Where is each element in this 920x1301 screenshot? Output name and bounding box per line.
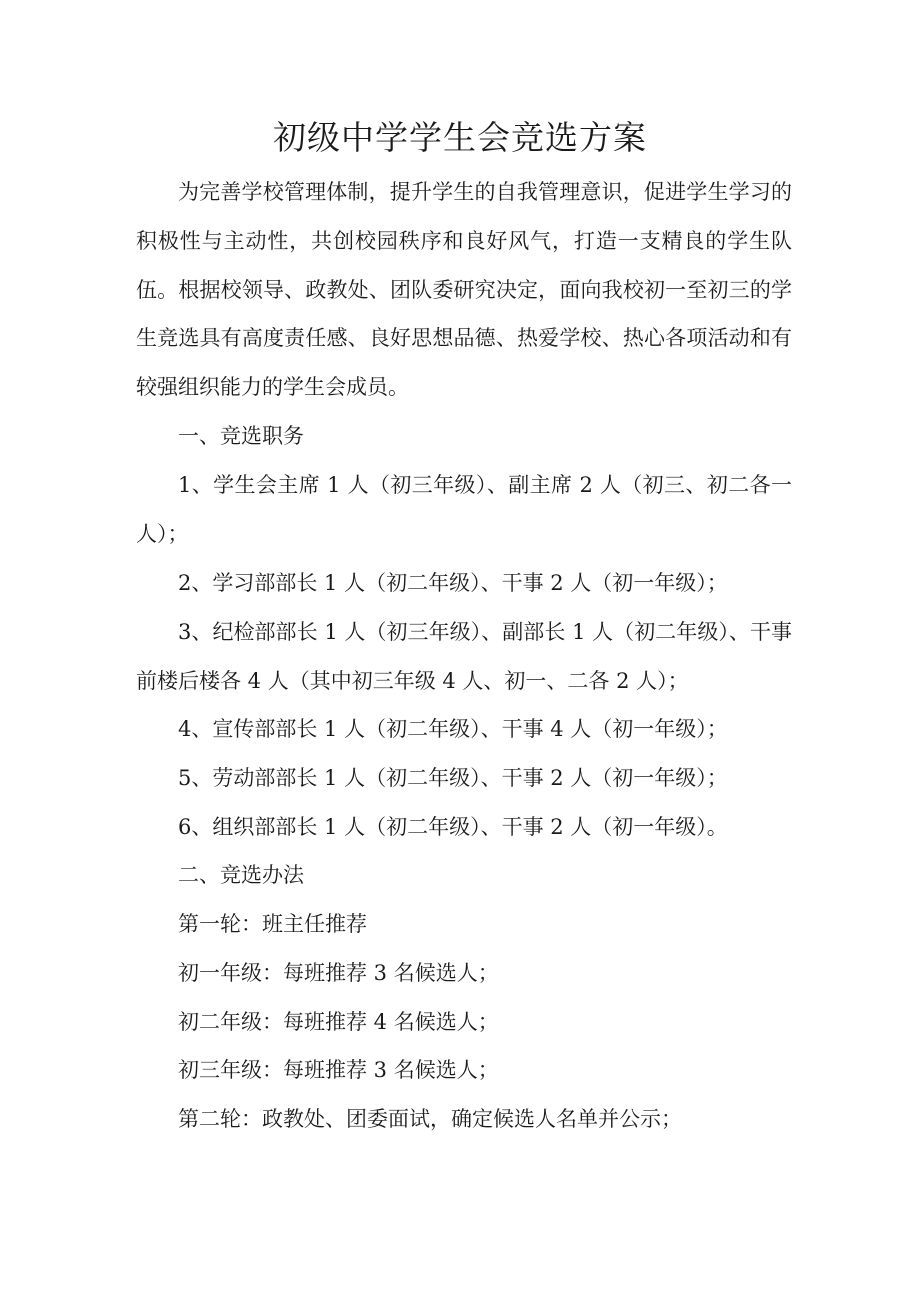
method-line-round2: 第二轮：政教处、团委面试，确定候选人名单并公示； <box>178 1107 682 1131</box>
method-line-grade3: 初三年级：每班推荐 3 名候选人； <box>178 1058 499 1082</box>
method-line-round1: 第一轮：班主任推荐 <box>178 912 367 936</box>
document-title: 初级中学学生会竞选方案 <box>273 118 647 157</box>
position-item-2: 2、学习部部长 1 人（初二年级）、干事 2 人（初一年级）； <box>178 571 728 595</box>
section-heading-method: 二、竞选办法 <box>178 863 304 887</box>
method-line-grade2: 初二年级：每班推荐 4 名候选人； <box>178 1010 499 1034</box>
intro-paragraph: 为完善学校管理体制，提升学生的自我管理意识，促进学生学习的积极性与主动性，共创校园秩序和良好风气，打造一支精良的学生队伍。根据校领导、政教处、团队委研究决定，面向我校初一至初三的学生竞选具有高度责任感、良好思想品德、热爱学校、热心各项活动和有较强组织能力的学生会成员。 <box>136 180 792 400</box>
method-line-grade1: 初一年级：每班推荐 3 名候选人； <box>178 961 499 985</box>
position-item-1: 1、学生会主席 1 人（初三年级）、副主席 2 人（初三、初二各一人）； <box>136 473 792 546</box>
position-item-4: 4、宣传部部长 1 人（初二年级）、干事 4 人（初一年级）； <box>178 717 728 741</box>
section-heading-positions: 一、竞选职务 <box>178 424 304 448</box>
position-item-5: 5、劳动部部长 1 人（初二年级）、干事 2 人（初一年级）； <box>178 766 728 790</box>
position-item-3: 3、纪检部部长 1 人（初三年级）、副部长 1 人（初二年级）、干事前楼后楼各 4 人（其中初三年级 4 人、初一、二各 2 人）； <box>136 620 792 693</box>
position-item-6: 6、组织部部长 1 人（初二年级）、干事 2 人（初一年级）。 <box>178 815 728 839</box>
